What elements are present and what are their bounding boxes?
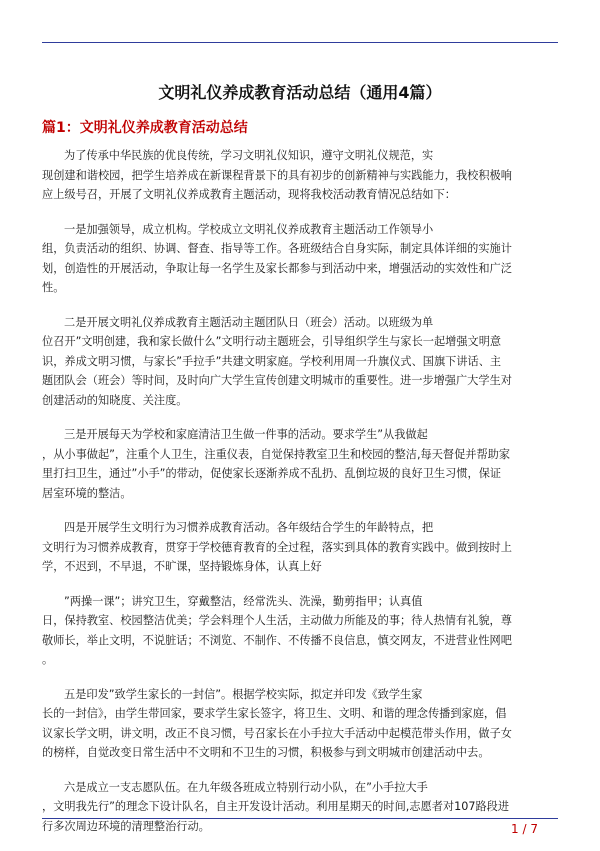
- paragraph-line: 位召开”文明创建，我和家长做什么”文明行动主题班会，引导组织学生与家长一起增强文明意: [42, 335, 502, 348]
- paragraph-line: 现创建和谐校园，把学生培养成在新课程背景下的具有初步的创新精神与实践能力，我校积极响: [42, 168, 512, 182]
- paragraph-line: 性。: [42, 281, 65, 294]
- page-number: 1 / 7: [511, 822, 538, 836]
- paragraph-line: 为了传承中华民族的优良传统，学习文明礼仪知识，遵守文明礼仪规范，实: [64, 149, 434, 162]
- header-rule: [42, 42, 558, 43]
- paragraph-line: 里打扫卫生，通过”小手”的带动，促使家长逐渐养成不乱扔、乱倒垃圾的良好卫生习惯，保证: [42, 467, 502, 480]
- body-paragraph: [42, 425, 558, 503]
- body-paragraph: [42, 518, 558, 577]
- body-paragraph: [42, 146, 558, 205]
- paragraph-line: 题团队会（班会）等时间，及时向广大学生宣传创建文明城市的重要性。进一步增强广大学生对: [42, 374, 512, 387]
- paragraph-line: 一是加强领导，成立机构。学校成立文明礼仪养成教育主题活动工作领导小: [64, 222, 434, 236]
- paragraph-line: 居室环境的整洁。: [42, 486, 132, 500]
- paragraph-line: 五是印发”致学生家长的一封信”。根据学校实际，拟定并印发《致学生家: [64, 687, 423, 701]
- paragraph-line: 识，养成文明习惯，与家长”手拉手”共建文明家庭。学校利用周一升旗仪式、国旗下讲话、主: [42, 354, 502, 368]
- footer-rule: [42, 818, 558, 819]
- body-paragraph: [42, 778, 558, 837]
- page-title: 文明礼仪养成教育活动总结（通用4篇）: [158, 83, 442, 102]
- paragraph-line: 的榜样，自觉改变日常生活中不文明和不卫生的习惯，积极参与到文明城市创建活动中去。: [42, 746, 490, 759]
- paragraph-line: ，从小事做起”，注重个人卫生，注重仪表，自觉保持教室卫生和校园的整洁,每天督促并帮助家: [42, 447, 511, 461]
- paragraph-line: 三是开展每天为学校和家庭清洁卫生做一件事的活动。要求学生”从我做起: [64, 428, 428, 441]
- body-paragraph: [42, 313, 558, 411]
- paragraph-line: 行多次周边环境的清理整治行动。: [42, 819, 210, 833]
- paragraph-line: 划，创造性的开展活动，争取让每一名学生及家长都参与到活动中来，增强活动的实效性和广泛: [42, 261, 512, 275]
- body-paragraph: [42, 220, 558, 298]
- paragraph-line: 组，负责活动的组织、协调、督查、指导等工作。各班级结合自身实际，制定具体详细的实施计: [42, 242, 512, 255]
- paragraph-line: 敬师长，举止文明，不说脏话；不浏览、不制作、不传播不良信息，慎交网友，不进营业性网吧: [42, 633, 512, 647]
- paragraph-line: ，文明我先行”的理念下设计队名，自主开发设计活动。利用星期天的时间,志愿者对107路段进: [42, 800, 510, 813]
- body-paragraph: [42, 592, 558, 670]
- paragraph-line: 四是开展学生文明行为习惯养成教育活动。各年级结合学生的年龄特点，把: [64, 521, 434, 534]
- paragraph-line: 。: [42, 653, 54, 666]
- paragraph-line: 文明行为习惯养成教育，贯穿于学校德育教育的全过程，落实到具体的教育实践中。做到按时上: [42, 540, 512, 554]
- document-body: [42, 146, 558, 851]
- paragraph-line: 应上级号召，开展了文明礼仪养成教育主题活动，现将我校活动教育情况总结如下：: [42, 188, 456, 201]
- paragraph-line: 日，保持教室、校园整洁优美；学会料理个人生活，主动做力所能及的事；待人热情有礼貌，尊: [42, 614, 512, 627]
- paragraph-line: 学，不迟到，不早退，不旷课，坚持锻炼身体，认真上好: [42, 560, 322, 573]
- section-heading: 篇1：文明礼仪养成教育活动总结: [42, 120, 248, 136]
- paragraph-line: 长的一封信》，由学生带回家，要求学生家长签字，将卫生、文明、和谐的理念传播到家庭，倡: [42, 707, 507, 720]
- paragraph-line: 创建活动的知晓度、关注度。: [42, 393, 188, 407]
- paragraph-line: ”两操一课”；讲究卫生，穿戴整洁，经常洗头、洗澡，勤剪指甲；认真值: [64, 594, 423, 608]
- paragraph-line: 二是开展文明礼仪养成教育主题活动主题团队日（班会）活动。以班级为单: [64, 315, 434, 329]
- body-paragraph: [42, 685, 558, 763]
- paragraph-line: 议家长学文明，讲文明，改正不良习惯，号召家长在小手拉大手活动中起模范带头作用，做子女: [42, 726, 512, 740]
- paragraph-line: 六是成立一支志愿队伍。在九年级各班成立特别行动小队，在”小手拉大手: [64, 780, 428, 794]
